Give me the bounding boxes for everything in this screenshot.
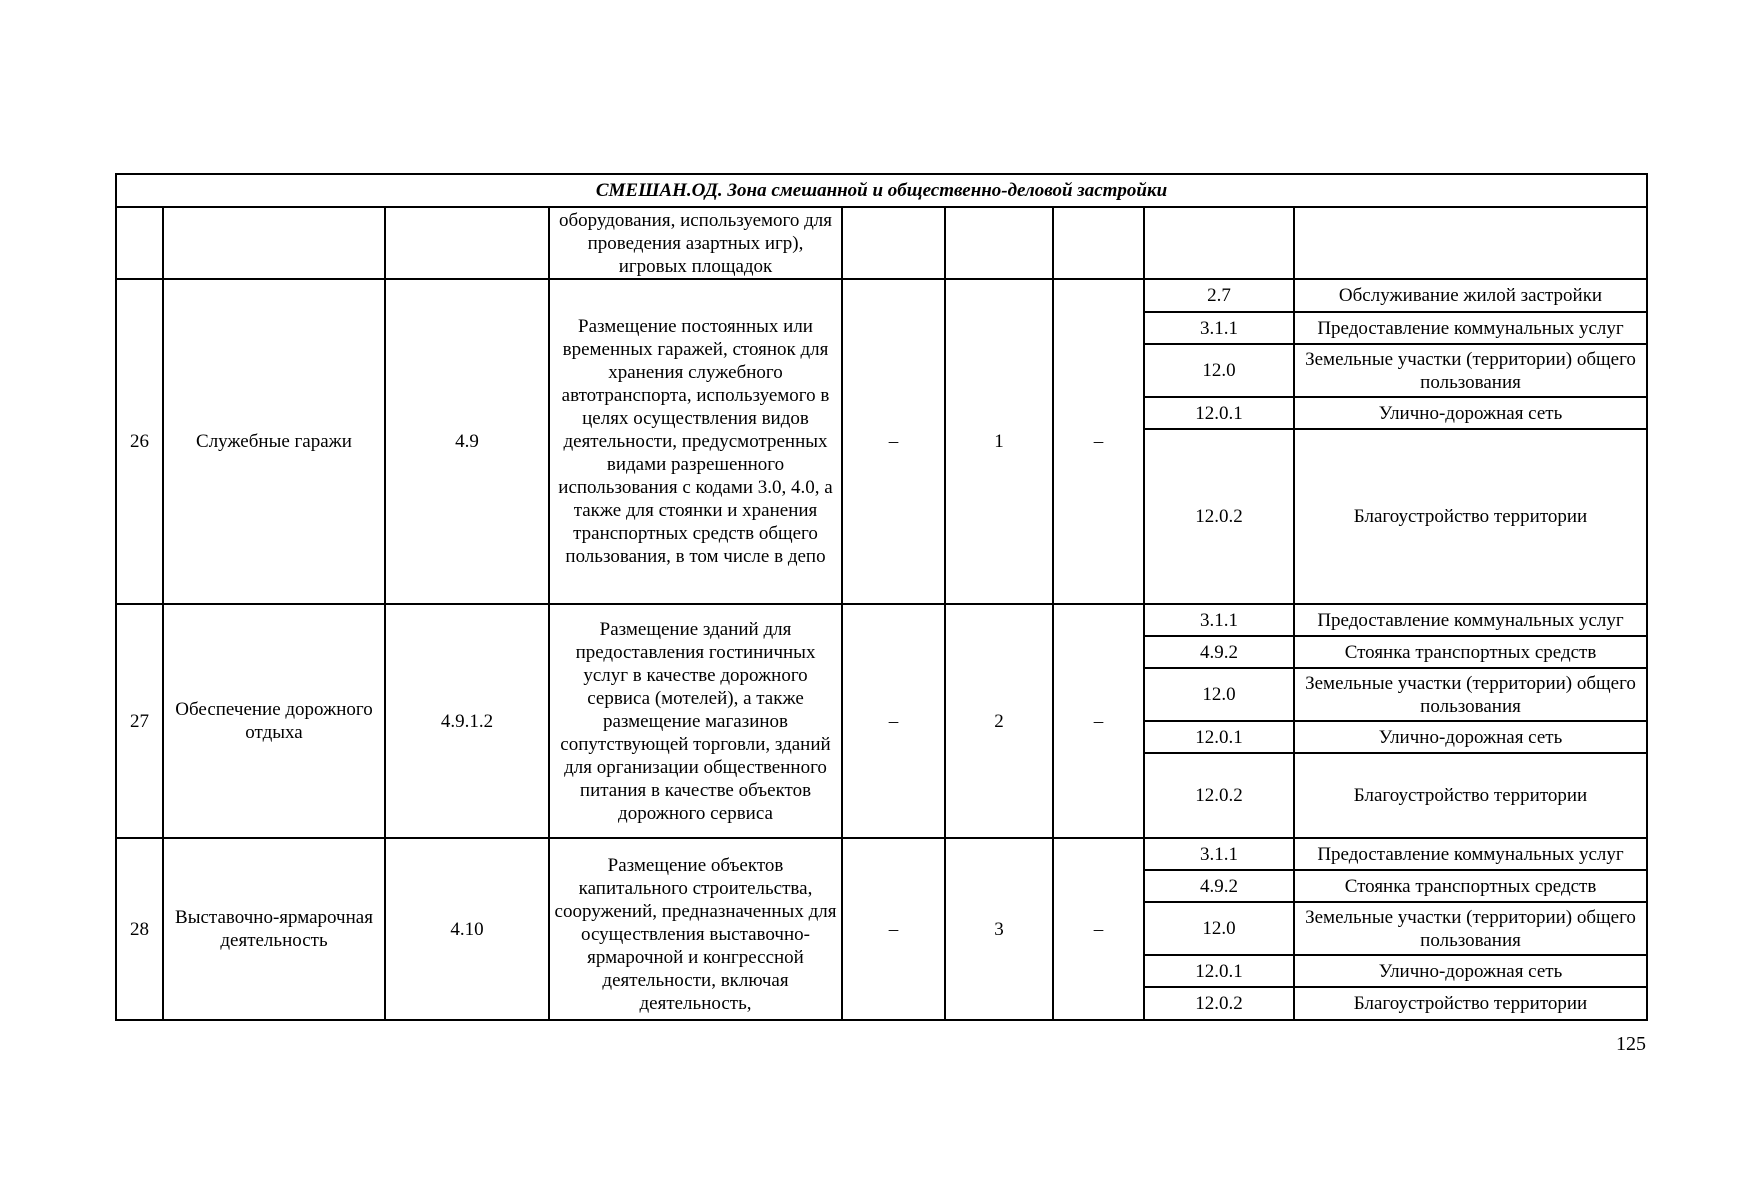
col5-value: – xyxy=(842,838,945,1020)
related-code: 12.0 xyxy=(1144,902,1294,955)
related-code: 12.0.2 xyxy=(1144,753,1294,838)
row-number: 28 xyxy=(116,838,163,1020)
related-name: Предоставление коммунальных услуг xyxy=(1294,838,1647,870)
table-cell xyxy=(1053,207,1144,279)
use-name: Выставочно-ярмарочная деятельность xyxy=(163,838,385,1020)
related-name: Предоставление коммунальных услуг xyxy=(1294,312,1647,344)
row-number: 27 xyxy=(116,604,163,838)
related-code: 12.0 xyxy=(1144,344,1294,397)
related-name: Улично-дорожная сеть xyxy=(1294,955,1647,987)
table-row xyxy=(116,838,1647,870)
related-name: Благоустройство территории xyxy=(1294,987,1647,1020)
col5-value: – xyxy=(842,279,945,604)
table-title: СМЕШАН.ОД. Зона смешанной и общественно-деловой застройки xyxy=(116,174,1647,207)
table-row xyxy=(116,604,1647,636)
description-cell: Размещение объектов капитального строительства, сооружений, предназначенных для осуществления выставочно-ярмарочной и конгрессной деятельности, включая деятельность, xyxy=(549,838,842,1020)
related-name: Земельные участки (территории) общего пользования xyxy=(1294,344,1647,397)
continuation-row xyxy=(116,207,1647,279)
related-code: 4.9.2 xyxy=(1144,636,1294,668)
related-name: Предоставление коммунальных услуг xyxy=(1294,604,1647,636)
related-code: 12.0.1 xyxy=(1144,721,1294,753)
related-code: 4.9.2 xyxy=(1144,870,1294,902)
related-code: 12.0.2 xyxy=(1144,429,1294,604)
use-name: Служебные гаражи xyxy=(163,279,385,604)
description-cell: Размещение зданий для предоставления гостиничных услуг в качестве дорожного сервиса (мотелей), а также размещение магазинов сопутствующей торговли, зданий для организации общественного питания в качестве объектов дорожного сервиса xyxy=(549,604,842,838)
related-name: Улично-дорожная сеть xyxy=(1294,721,1647,753)
col6-value: 2 xyxy=(945,604,1053,838)
related-name: Земельные участки (территории) общего пользования xyxy=(1294,902,1647,955)
related-code: 3.1.1 xyxy=(1144,604,1294,636)
col7-value: – xyxy=(1053,279,1144,604)
related-name: Обслуживание жилой застройки xyxy=(1294,279,1647,312)
table-title-row xyxy=(116,174,1647,207)
row-number: 26 xyxy=(116,279,163,604)
related-code: 3.1.1 xyxy=(1144,312,1294,344)
col6-value: 3 xyxy=(945,838,1053,1020)
related-name: Стоянка транспортных средств xyxy=(1294,870,1647,902)
use-code: 4.9 xyxy=(385,279,549,604)
related-code: 12.0.2 xyxy=(1144,987,1294,1020)
col7-value: – xyxy=(1053,604,1144,838)
related-code: 3.1.1 xyxy=(1144,838,1294,870)
table-cell xyxy=(163,207,385,279)
table-cell xyxy=(945,207,1053,279)
use-name: Обеспечение дорожного отдыха xyxy=(163,604,385,838)
description-cell: оборудования, используемого для проведения азартных игр), игровых площадок xyxy=(549,207,842,279)
table-cell xyxy=(1144,207,1294,279)
related-name: Благоустройство территории xyxy=(1294,753,1647,838)
related-name: Благоустройство территории xyxy=(1294,429,1647,604)
col7-value: – xyxy=(1053,838,1144,1020)
col6-value: 1 xyxy=(945,279,1053,604)
related-name: Земельные участки (территории) общего пользования xyxy=(1294,668,1647,721)
related-code: 12.0 xyxy=(1144,668,1294,721)
related-code: 12.0.1 xyxy=(1144,397,1294,429)
related-code: 12.0.1 xyxy=(1144,955,1294,987)
table-cell xyxy=(1294,207,1647,279)
use-code: 4.9.1.2 xyxy=(385,604,549,838)
description-cell: Размещение постоянных или временных гаражей, стоянок для хранения служебного автотранспорта, используемого в целях осуществления видов деятельности, предусмотренных видами разрешенного использования с кодами 3.0, 4.0, а также для стоянки и хранения транспортных средств общего пользования, в том числе в депо xyxy=(549,279,842,604)
col5-value: – xyxy=(842,604,945,838)
table-cell xyxy=(116,207,163,279)
zoning-table xyxy=(115,173,1648,1021)
table-cell xyxy=(385,207,549,279)
related-name: Улично-дорожная сеть xyxy=(1294,397,1647,429)
table-cell xyxy=(842,207,945,279)
related-name: Стоянка транспортных средств xyxy=(1294,636,1647,668)
use-code: 4.10 xyxy=(385,838,549,1020)
page-number: 125 xyxy=(1616,1033,1646,1055)
related-code: 2.7 xyxy=(1144,279,1294,312)
table-row xyxy=(116,279,1647,312)
